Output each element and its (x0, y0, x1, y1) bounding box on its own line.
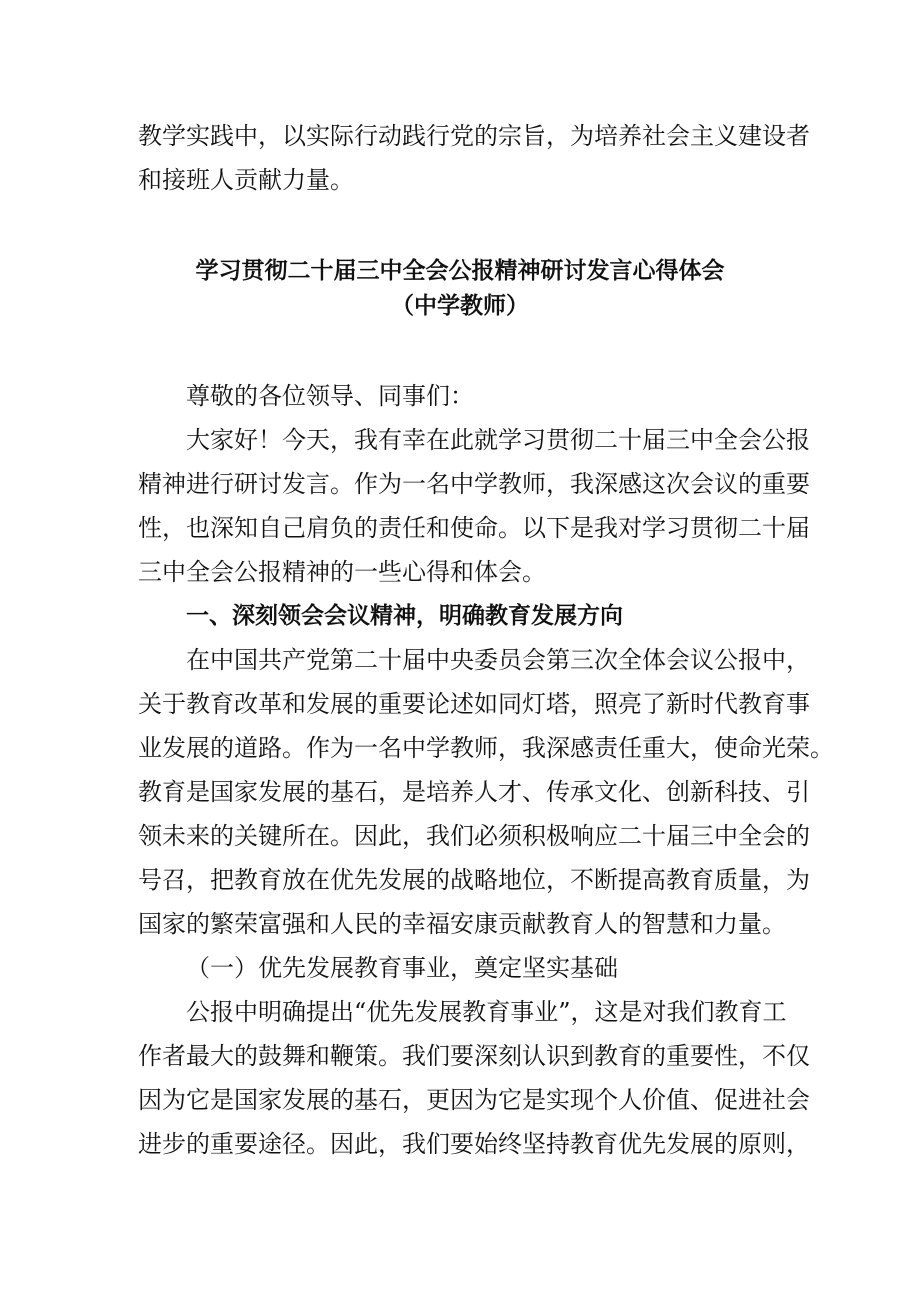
intro-line-3: 性，也深知自己肩负的责任和使命。以下是我对学习贯彻二十届 (138, 514, 810, 542)
continuation-line-2: 和接班人贡献力量。 (138, 166, 354, 194)
subsection-1-heading: （一）优先发展教育事业，奠定坚实基础 (186, 954, 618, 982)
intro-line-4: 三中全会公报精神的一些心得和体会。 (138, 558, 546, 586)
section-1-line-6: 号召，把教育放在优先发展的战略地位，不断提高教育质量，为 (138, 866, 810, 894)
subsection-1-line-4: 进步的重要途径。因此，我们要始终坚持教育优先发展的原则， (138, 1130, 810, 1158)
subsection-1-line-2: 作者最大的鼓舞和鞭策。我们要深刻认识到教育的重要性，不仅 (138, 1042, 810, 1070)
intro-line-1: 大家好！今天，我有幸在此就学习贯彻二十届三中全会公报 (186, 426, 810, 454)
section-1-line-4: 教育是国家发展的基石，是培养人才、传承文化、创新科技、引 (138, 778, 810, 806)
continuation-line-1: 教学实践中，以实际行动践行党的宗旨，为培养社会主义建设者 (138, 122, 810, 150)
section-1-line-5: 领未来的关键所在。因此，我们必须积极响应二十届三中全会的 (138, 822, 810, 850)
subsection-1-line-1: 公报中明确提出“优先发展教育事业”，这是对我们教育工 (186, 998, 787, 1026)
document-subtitle: （中学教师） (391, 293, 529, 319)
document-title: 学习贯彻二十届三中全会公报精神研讨发言心得体会 (195, 258, 725, 284)
section-1-line-7: 国家的繁荣富强和人民的幸福安康贡献教育人的智慧和力量。 (138, 910, 786, 938)
subsection-1-line-3: 因为它是国家发展的基石，更因为它是实现个人价值、促进社会 (138, 1086, 810, 1114)
section-1-line-2: 关于教育改革和发展的重要论述如同灯塔，照亮了新时代教育事 (138, 690, 810, 718)
section-1-line-3: 业发展的道路。作为一名中学教师，我深感责任重大，使命光荣。 (138, 734, 834, 762)
salutation: 尊敬的各位领导、同事们： (186, 382, 474, 410)
section-1-line-1: 在中国共产党第二十届中央委员会第三次全体会议公报中， (186, 646, 810, 674)
intro-line-2: 精神进行研讨发言。作为一名中学教师，我深感这次会议的重要 (138, 470, 810, 498)
section-1-heading: 一、深刻领会会议精神，明确教育发展方向 (186, 603, 623, 629)
